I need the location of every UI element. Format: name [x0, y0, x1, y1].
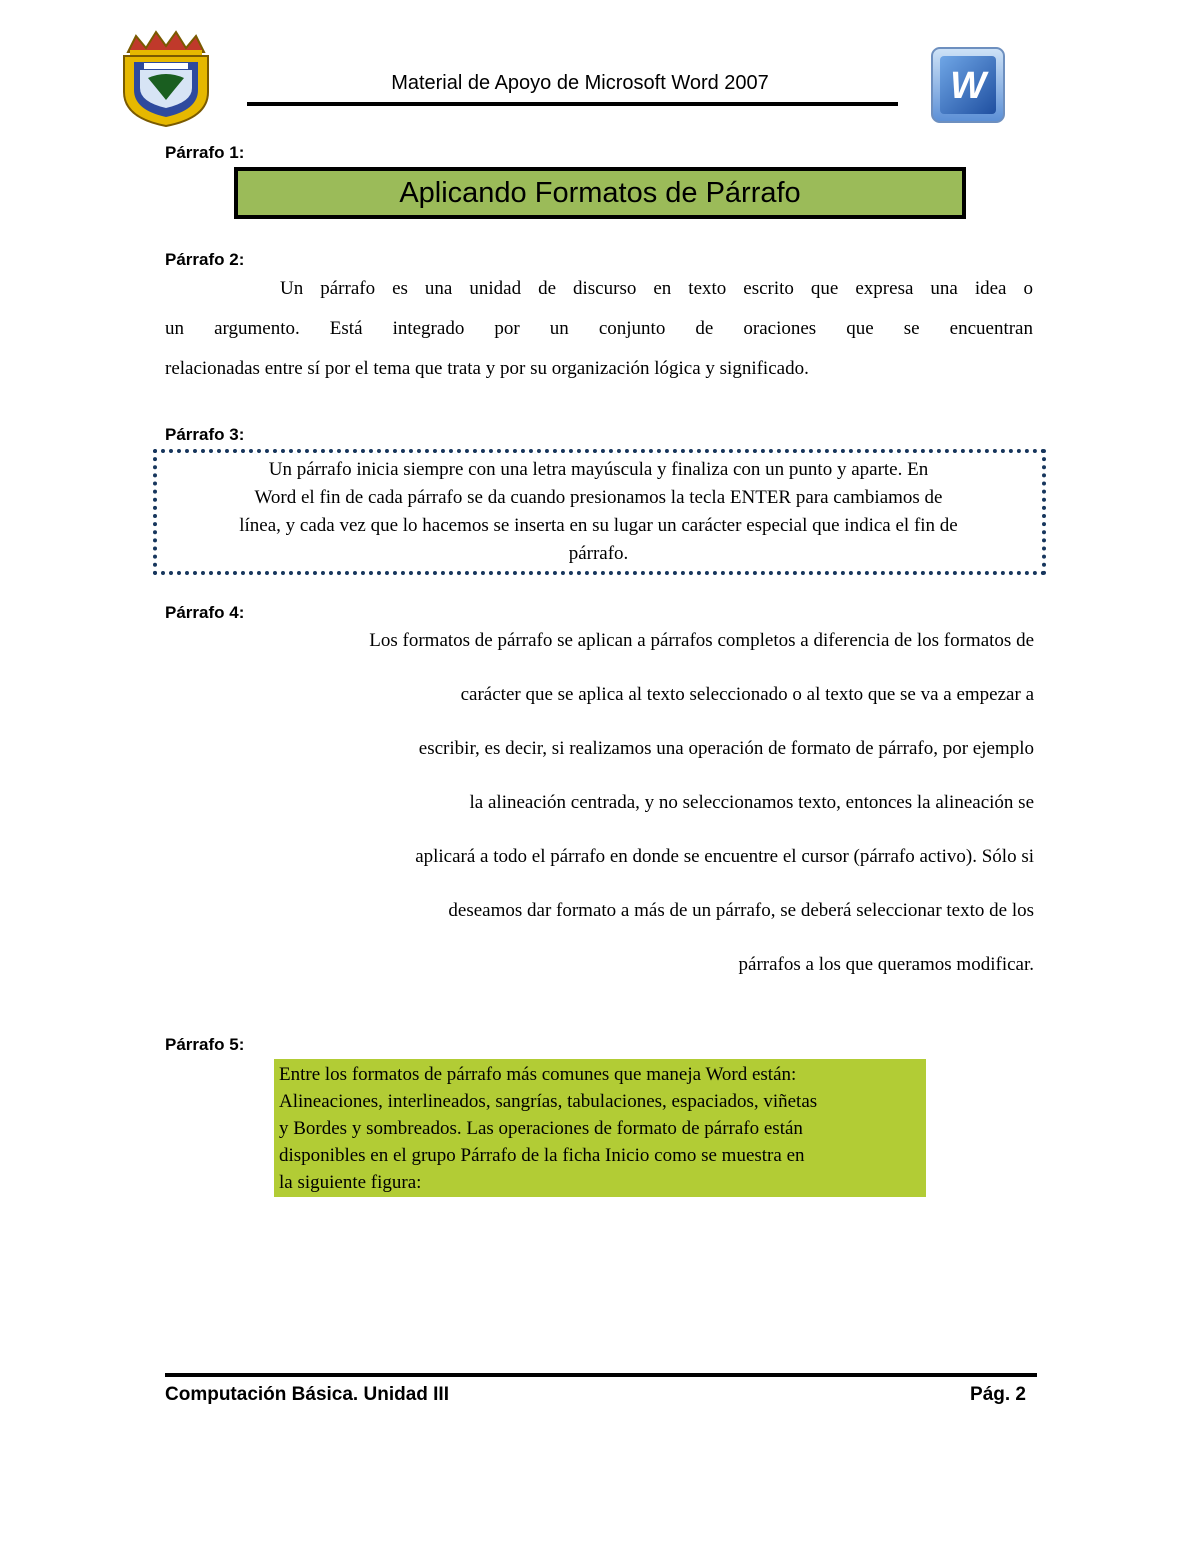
paragraph5-line: disponibles en el grupo Párrafo de la ficha Inicio como se muestra en [279, 1145, 805, 1166]
paragraph3-line: párrafo. [568, 543, 629, 564]
paragraph2-line: un argumento. Está integrado por un conjunto de oraciones que se encuentran [165, 318, 1033, 339]
paragraph5-line: la siguiente figura: [279, 1172, 422, 1193]
paragraph5-label: Párrafo 5: [165, 1035, 245, 1054]
paragraph4-line: aplicará a todo el párrafo en donde se encuentre el cursor (párrafo activo). Sólo si [415, 846, 1034, 867]
paragraph1-label: Párrafo 1: [165, 143, 245, 162]
paragraph3-line: Un párrafo inicia siempre con una letra mayúscula y finaliza con un punto y aparte. En [268, 459, 929, 480]
header-divider [247, 102, 898, 106]
paragraph4-line: deseamos dar formato a más de un párrafo, se deberá seleccionar texto de los [448, 900, 1034, 921]
paragraph4-line: Los formatos de párrafo se aplican a párrafos completos a diferencia de los formatos de [369, 630, 1034, 651]
paragraph5-line: Entre los formatos de párrafo más comunes que maneja Word están: [279, 1064, 797, 1085]
word-icon [930, 46, 1006, 124]
university-logo [118, 30, 214, 128]
paragraph3-line: Word el fin de cada párrafo se da cuando presionamos la tecla ENTER para cambiamos de [254, 487, 943, 508]
section-title: Aplicando Formatos de Párrafo [399, 176, 801, 209]
footer-divider [165, 1373, 1037, 1377]
word-icon-letter: W [950, 65, 986, 107]
paragraph5-line: y Bordes y sombreados. Las operaciones de formato de párrafo están [279, 1118, 803, 1139]
paragraph5-line: Alineaciones, interlineados, sangrías, tabulaciones, espaciados, viñetas [279, 1091, 818, 1112]
paragraph3-line: línea, y cada vez que lo hacemos se inserta en su lugar un carácter especial que indica el fin de [239, 515, 958, 536]
footer-course: Computación Básica. Unidad III [165, 1384, 449, 1405]
paragraph2-label: Párrafo 2: [165, 250, 245, 269]
header-title: Material de Apoyo de Microsoft Word 2007 [391, 72, 769, 94]
paragraph2-line: relacionadas entre sí por el tema que trata y por su organización lógica y significado. [165, 358, 809, 379]
paragraph4-label: Párrafo 4: [165, 603, 245, 622]
paragraph4-line: párrafos a los que queramos modificar. [738, 954, 1034, 975]
page-number: Pág. 2 [970, 1384, 1026, 1405]
title-box [234, 167, 966, 219]
paragraph2-line: Un párrafo es una unidad de discurso en texto escrito que expresa una idea o [280, 278, 1033, 299]
paragraph4-line: carácter que se aplica al texto seleccionado o al texto que se va a empezar a [460, 684, 1034, 705]
paragraph3-label: Párrafo 3: [165, 425, 245, 444]
paragraph4-line: la alineación centrada, y no seleccionamos texto, entonces la alineación se [469, 792, 1034, 813]
paragraph4-line: escribir, es decir, si realizamos una operación de formato de párrafo, por ejemplo [418, 738, 1034, 759]
